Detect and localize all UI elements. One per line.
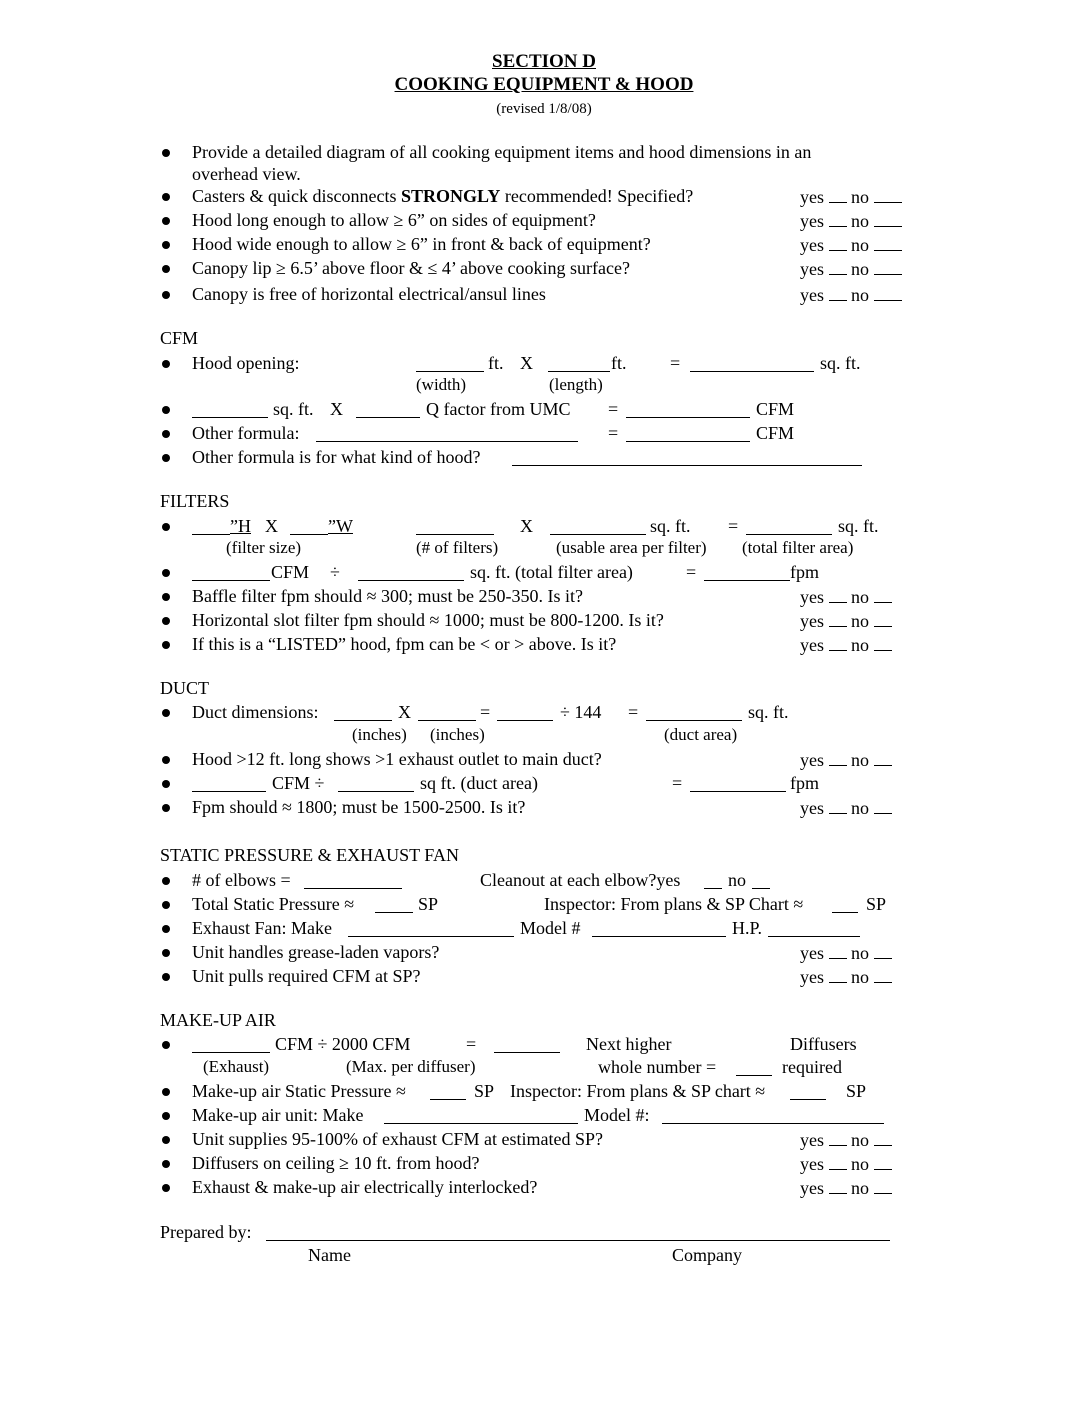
yes-no-field[interactable]: yes no: [800, 186, 902, 207]
bullet-icon: [162, 265, 170, 273]
yes-no-field[interactable]: yes no: [800, 586, 892, 607]
no-blank[interactable]: [874, 1153, 892, 1170]
makeup-unit-make-label: Make-up air unit: Make: [192, 1105, 364, 1125]
question-duct-fpm: Fpm should ≈ 1800; must be 1500-2500. Is it?: [192, 797, 526, 817]
unit-sp: SP: [474, 1081, 495, 1101]
hp-blank[interactable]: [768, 920, 860, 937]
bullet-icon: [162, 1112, 170, 1120]
revision-date: (revised 1/8/08): [496, 101, 592, 117]
inspector-sp-label: Inspector: From plans & SP chart ≈: [510, 1081, 766, 1101]
question-interlocked: Exhaust & make-up air electrically interlocked?: [192, 1177, 538, 1197]
section-heading-duct: DUCT: [160, 678, 209, 698]
equals-sign: =: [628, 702, 639, 722]
filter-cfm-blank[interactable]: [192, 564, 270, 581]
question-canopy-free: Canopy is free of horizontal electrical/ansul lines: [192, 284, 546, 304]
makeup-model-label: Model #:: [584, 1105, 650, 1125]
duct-area-blank[interactable]: [646, 704, 742, 721]
total-area-blank[interactable]: [746, 518, 832, 535]
casters-text-end: recommended! Specified?: [500, 186, 694, 206]
unit-sp: SP: [866, 894, 887, 914]
strongly-emphasis: STRONGLY: [400, 186, 501, 206]
yes-blank[interactable]: [829, 942, 847, 959]
diffuser-ratio-blank[interactable]: [494, 1036, 560, 1053]
bullet-icon: [162, 291, 170, 299]
total-area-label: sq. ft. (total filter area): [470, 562, 633, 582]
question-exhaust-outlet: Hood >12 ft. long shows >1 exhaust outlet to main duct?: [192, 749, 602, 769]
fan-make-label: Exhaust Fan: Make: [192, 918, 332, 938]
q-factor-label: Q factor from UMC: [426, 399, 571, 419]
equals-sign: =: [466, 1034, 477, 1054]
instruction-text: Provide a detailed diagram of all cooking equipment items and hood dimensions in an: [192, 142, 812, 162]
duct-product-blank[interactable]: [497, 704, 553, 721]
question-supplies-cfm: Unit supplies 95-100% of exhaust CFM at estimated SP?: [192, 1129, 603, 1149]
yes-no-field[interactable]: yes no: [800, 942, 892, 963]
bullet-icon: [162, 1088, 170, 1096]
other-formula-blank[interactable]: [316, 425, 578, 442]
no-blank[interactable]: [874, 797, 892, 814]
casters-text: Casters & quick disconnects: [192, 186, 401, 206]
yes-blank[interactable]: [829, 186, 847, 203]
unit-sqft: sq. ft.: [650, 516, 691, 536]
duct-height-blank[interactable]: [418, 704, 476, 721]
width-caption: (width): [416, 375, 467, 394]
total-sp-label: Total Static Pressure ≈: [192, 894, 355, 914]
makeup-model-blank[interactable]: [662, 1107, 884, 1124]
no-blank[interactable]: [874, 749, 892, 766]
elbows-blank[interactable]: [304, 872, 402, 889]
section-heading: SECTION D: [492, 51, 596, 72]
other-cfm-blank[interactable]: [626, 425, 750, 442]
bullet-icon: [162, 1184, 170, 1192]
unit-height: ”H: [230, 516, 251, 536]
question-horizontal-slot: Horizontal slot filter fpm should ≈ 1000; must be 800-1200. Is it?: [192, 610, 664, 630]
times-sign: X: [520, 353, 533, 373]
length-caption: (length): [549, 375, 603, 394]
yes-no-field[interactable]: yes no: [800, 1153, 892, 1174]
no-blank[interactable]: [874, 966, 892, 983]
yes-blank[interactable]: [829, 586, 847, 603]
unit-sqft: sq. ft.: [748, 702, 789, 722]
no-blank[interactable]: [874, 634, 892, 651]
equals-sign: =: [672, 773, 683, 793]
yes-no-field[interactable]: yes no: [800, 966, 892, 987]
question-hood-wide: Hood wide enough to allow ≥ 6” in front & back of equipment?: [192, 234, 651, 254]
bullet-icon: [162, 149, 170, 157]
inspector-sp-blank[interactable]: [832, 896, 858, 913]
equals-sign: =: [480, 702, 491, 722]
area-blank[interactable]: [690, 355, 814, 372]
yes-blank[interactable]: [829, 797, 847, 814]
no-blank[interactable]: [874, 610, 892, 627]
exhaust-caption: (Exhaust): [203, 1057, 270, 1076]
diffusers-label: Diffusers: [790, 1034, 857, 1054]
times-sign: X: [330, 399, 343, 419]
unit-sqft: sq. ft.: [273, 399, 314, 419]
no-blank[interactable]: [874, 1129, 892, 1146]
q-factor-blank[interactable]: [356, 401, 420, 418]
yes-blank[interactable]: [829, 749, 847, 766]
yes-no-field[interactable]: yes no: [800, 284, 902, 305]
filter-size-caption: (filter size): [226, 538, 302, 557]
unit-sp: SP: [846, 1081, 867, 1101]
yes-blank[interactable]: [829, 258, 847, 275]
cfm-result-blank[interactable]: [626, 401, 750, 418]
fpm-blank[interactable]: [704, 564, 790, 581]
hp-label: H.P.: [732, 918, 763, 938]
unit-fpm: fpm: [790, 773, 819, 793]
hood-kind-blank[interactable]: [512, 449, 862, 466]
prepared-by-blank[interactable]: [266, 1224, 890, 1241]
duct-cfm-blank[interactable]: [192, 775, 266, 792]
bullet-icon: [162, 454, 170, 462]
num-filters-caption: (# of filters): [416, 538, 499, 557]
filter-height-blank[interactable]: [192, 518, 230, 535]
duct-area-caption: (duct area): [664, 725, 738, 744]
section-heading-makeup: MAKE-UP AIR: [160, 1010, 276, 1030]
unit-ft: ft.: [611, 353, 627, 373]
inspector-sp-label: Inspector: From plans & SP Chart ≈: [544, 894, 804, 914]
question-diffusers-ceiling: Diffusers on ceiling ≥ 10 ft. from hood?: [192, 1153, 480, 1173]
yes-blank[interactable]: [829, 234, 847, 251]
no-blank[interactable]: [874, 284, 902, 301]
no-blank[interactable]: [874, 186, 902, 203]
bullet-icon: [162, 949, 170, 957]
bullet-icon: [162, 901, 170, 909]
filter-width-blank[interactable]: [290, 518, 328, 535]
bullet-icon: [162, 617, 170, 625]
times-sign: X: [265, 516, 278, 536]
no-blank[interactable]: [874, 258, 902, 275]
other-formula-label: Other formula:: [192, 423, 300, 443]
yes-blank[interactable]: [829, 210, 847, 227]
yes-no-field[interactable]: yes no: [800, 210, 902, 231]
fan-model-blank[interactable]: [592, 920, 726, 937]
company-caption: Company: [672, 1245, 742, 1265]
makeup-cfm-blank[interactable]: [192, 1036, 270, 1053]
next-higher-label: Next higher: [586, 1034, 672, 1054]
yes-blank[interactable]: [829, 966, 847, 983]
name-caption: Name: [308, 1245, 351, 1265]
no-blank[interactable]: [874, 234, 902, 251]
prepared-by-label: Prepared by:: [160, 1222, 252, 1242]
no-blank[interactable]: [874, 942, 892, 959]
bullet-icon: [162, 973, 170, 981]
filter-area-blank[interactable]: [358, 564, 464, 581]
section-heading-static: STATIC PRESSURE & EXHAUST FAN: [160, 845, 459, 865]
bullet-icon: [162, 804, 170, 812]
duct-dimensions-label: Duct dimensions:: [192, 702, 319, 722]
sqft-blank[interactable]: [192, 401, 268, 418]
unit-sp: SP: [418, 894, 439, 914]
inches-caption: (inches): [430, 725, 485, 744]
yes-no-field[interactable]: yes no: [800, 749, 892, 770]
instruction-text-cont: overhead view.: [192, 164, 301, 184]
equals-sign: =: [608, 423, 619, 443]
question-listed-hood: If this is a “LISTED” hood, fpm can be < or > above. Is it?: [192, 634, 617, 654]
bullet-icon: [162, 925, 170, 933]
yes-blank[interactable]: [829, 634, 847, 651]
bullet-icon: [162, 1136, 170, 1144]
usable-area-blank[interactable]: [550, 518, 646, 535]
unit-sqft: sq. ft.: [820, 353, 861, 373]
duct-sqft-blank[interactable]: [338, 775, 414, 792]
equals-sign: =: [670, 353, 681, 373]
cleanout-no-blank[interactable]: [752, 872, 770, 889]
cleanout-label: Cleanout at each elbow?yes: [480, 870, 681, 890]
yes-no-field[interactable]: yes no: [800, 258, 902, 279]
bullet-icon: [162, 406, 170, 414]
equals-sign: =: [608, 399, 619, 419]
inspector-makeup-sp-blank[interactable]: [790, 1083, 826, 1100]
no-blank[interactable]: [874, 586, 892, 603]
fan-make-blank[interactable]: [348, 920, 514, 937]
no-blank[interactable]: [874, 210, 902, 227]
cleanout-yes-blank[interactable]: [704, 872, 722, 889]
bullet-icon: [162, 780, 170, 788]
max-per-caption: (Max. per diffuser): [346, 1057, 476, 1076]
yes-no-field[interactable]: yes no: [800, 1129, 892, 1150]
bullet-icon: [162, 877, 170, 885]
yes-no-field[interactable]: yes no: [800, 634, 892, 655]
total-area-caption: (total filter area): [742, 538, 854, 557]
whole-number-label: whole number =: [598, 1057, 717, 1077]
bullet-icon: [162, 217, 170, 225]
section-heading-filters: FILTERS: [160, 491, 230, 511]
duct-area-label: sq ft. (duct area): [420, 773, 538, 793]
other-kind-label: Other formula is for what kind of hood?: [192, 447, 481, 467]
duct-fpm-blank[interactable]: [690, 775, 786, 792]
unit-fpm: fpm: [790, 562, 819, 582]
hood-opening-label: Hood opening:: [192, 353, 300, 373]
unit-cfm: CFM: [271, 562, 310, 582]
bullet-icon: [162, 523, 170, 531]
yes-no-field[interactable]: yes no: [800, 610, 892, 631]
unit-width: ”W: [328, 516, 353, 536]
yes-blank[interactable]: [829, 610, 847, 627]
section-heading-cfm: CFM: [160, 328, 199, 348]
unit-ft: ft.: [488, 353, 504, 373]
width-blank[interactable]: [416, 355, 484, 372]
bullet-icon: [162, 430, 170, 438]
yes-no-field[interactable]: yes no: [800, 1177, 892, 1198]
equals-sign: =: [728, 516, 739, 536]
cfm-divide-label: CFM ÷: [272, 773, 325, 793]
no-blank[interactable]: [874, 1177, 892, 1194]
document-title: COOKING EQUIPMENT & HOOD: [394, 74, 694, 95]
bullet-icon: [162, 1160, 170, 1168]
yes-blank[interactable]: [829, 1153, 847, 1170]
yes-blank[interactable]: [829, 284, 847, 301]
length-blank[interactable]: [548, 355, 610, 372]
bullet-icon: [162, 569, 170, 577]
inches-caption: (inches): [352, 725, 407, 744]
equals-sign: =: [686, 562, 697, 582]
times-sign: X: [398, 702, 411, 722]
bullet-icon: [162, 709, 170, 717]
bullet-icon: [162, 641, 170, 649]
diffusers-required-blank[interactable]: [736, 1059, 772, 1076]
duct-width-blank[interactable]: [334, 704, 392, 721]
fan-model-label: Model #: [520, 918, 581, 938]
bullet-icon: [162, 593, 170, 601]
no-label: no: [728, 870, 746, 890]
unit-cfm: CFM: [756, 399, 795, 419]
bullet-icon: [162, 193, 170, 201]
elbows-label: # of elbows =: [192, 870, 291, 890]
question-required-cfm: Unit pulls required CFM at SP?: [192, 966, 421, 986]
makeup-sp-blank[interactable]: [430, 1083, 466, 1100]
question-hood-long: Hood long enough to allow ≥ 6” on sides of equipment?: [192, 210, 596, 230]
bullet-icon: [162, 241, 170, 249]
required-label: required: [782, 1057, 842, 1077]
question-casters: [192, 186, 693, 206]
cfm-divide-label: CFM ÷ 2000 CFM: [275, 1034, 411, 1054]
num-filters-blank[interactable]: [416, 518, 494, 535]
divide-sign: ÷: [330, 562, 340, 582]
question-canopy-lip: Canopy lip ≥ 6.5’ above floor & ≤ 4’ above cooking surface?: [192, 258, 630, 278]
times-sign: X: [520, 516, 533, 536]
question-grease-vapors: Unit handles grease-laden vapors?: [192, 942, 440, 962]
yes-no-field[interactable]: yes no: [800, 797, 892, 818]
question-baffle: Baffle filter fpm should ≈ 300; must be 250-350. Is it?: [192, 586, 583, 606]
makeup-make-blank[interactable]: [384, 1107, 578, 1124]
bullet-icon: [162, 1041, 170, 1049]
usable-area-caption: (usable area per filter): [556, 538, 707, 557]
divide-144: ÷ 144: [560, 702, 602, 722]
bullet-icon: [162, 756, 170, 764]
unit-cfm: CFM: [756, 423, 795, 443]
bullet-icon: [162, 360, 170, 368]
makeup-sp-label: Make-up air Static Pressure ≈: [192, 1081, 406, 1101]
total-sp-blank[interactable]: [375, 896, 413, 913]
yes-blank[interactable]: [829, 1177, 847, 1194]
unit-sqft: sq. ft.: [838, 516, 879, 536]
yes-no-field[interactable]: yes no: [800, 234, 902, 255]
yes-blank[interactable]: [829, 1129, 847, 1146]
